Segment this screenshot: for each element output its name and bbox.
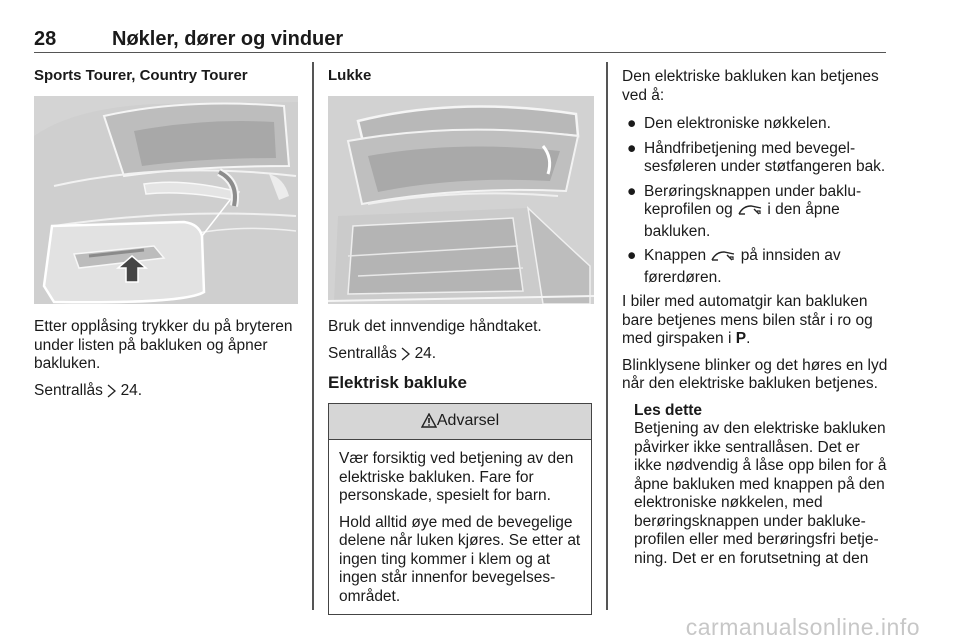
model-subheading: Sports Tourer, Country Tourer [34,67,248,84]
warning-title: Advarsel [436,411,500,429]
bullet-dot: ● [627,139,637,157]
note-body: Betjening av den elektriske bakluken påvirker ikke sentrallåsen. Det er ikke nødvendig å låse opp bilen for å åpne bakluken med knappen på den elektroniske nøkkelen, med berøringsknappen under baklukeprofilen eller med berøringsfri betjening. Det er en forutsetning at den [634,420,887,567]
warning-triangle-icon [421,413,437,434]
column-1-text [34,318,302,411]
automatic-gearbox-note [622,293,888,349]
warning-box [328,403,592,616]
close-heading: Lukke [328,67,372,84]
bullet-dot: ● [627,182,637,200]
bullet-text: i den åpne bakluken. [644,201,840,240]
page-header [34,26,886,53]
page-number: 28 [34,28,57,50]
bullet-text: Berøringsknappen under baklukeprofilen og [644,182,862,218]
auto-text: I biler med automatgir kan bakluken bare betjenes mens bilen står i ro og med girspaken i [622,293,873,347]
list-item [622,115,888,134]
auto-text-end: . [746,330,751,347]
open-tailgate-illustration [328,96,594,304]
bullet-text: Den elektroniske nøkkelen. [644,115,831,132]
page-ref-arrow-icon [107,384,116,404]
warning-header [329,404,591,441]
column-2-text [328,318,594,615]
electric-tailgate-heading: Elektrisk bakluke [328,373,467,392]
tailgate-symbol-icon [737,203,763,223]
inner-handle-instruction: Bruk det innvendige håndtaket. [328,318,542,335]
warning-para-2: Hold alltid øye med de bevegelige delene når luken kjøres. Se etter at ingen ting kommer i klem og at ingen står innenfor bevegelsesområdet. [339,513,581,605]
operation-intro: Den elektriske bakluken kan betjenes ved å: [622,68,879,104]
list-item [622,247,888,287]
column-1 [34,62,302,86]
bullet-text: på innsiden av førerdøren. [644,247,841,286]
gear-position: P [735,330,747,347]
column-divider-1 [312,62,314,610]
watermark: carmanualsonline.info [685,614,920,640]
column-divider-2 [606,62,608,610]
page-ref-arrow-icon [401,347,410,367]
xref-label: Sentrallås [34,381,103,399]
bullet-text: Knappen [644,247,707,264]
xref-page: 24. [414,344,437,362]
column-2 [328,62,594,86]
warning-body [329,440,591,614]
xref-page: 24. [120,381,143,399]
list-item [622,183,888,242]
bullet-text: Håndfribetjening med bevegelsesføleren under støtfangeren bak. [644,139,886,175]
warning-para-1: Vær forsiktig ved betjening av den elektriske bakluken. Fare for personskade, spesielt for barn. [339,450,574,504]
note-title: Les dette [634,401,703,419]
operation-methods-list [622,115,888,287]
tailgate-symbol-icon [710,249,736,269]
unlock-instruction: Etter opplåsing trykker du på bryteren under listen på bakluken og åpner bakluken. [34,318,293,372]
column-3 [622,68,888,568]
bullet-dot: ● [627,115,637,132]
central-lock-xref-2 [328,345,594,367]
indicator-note: Blinklysene blinker og det høres en lyd når den elektriske bakluken betjenes. [622,356,888,392]
note-block [622,402,888,569]
chapter-title: Nøkler, dører og vinduer [112,28,344,50]
list-item [622,140,888,177]
central-lock-xref [34,382,302,404]
bullet-dot: ● [627,247,637,264]
tailgate-switch-illustration [34,96,298,304]
xref-label: Sentrallås [328,344,397,362]
